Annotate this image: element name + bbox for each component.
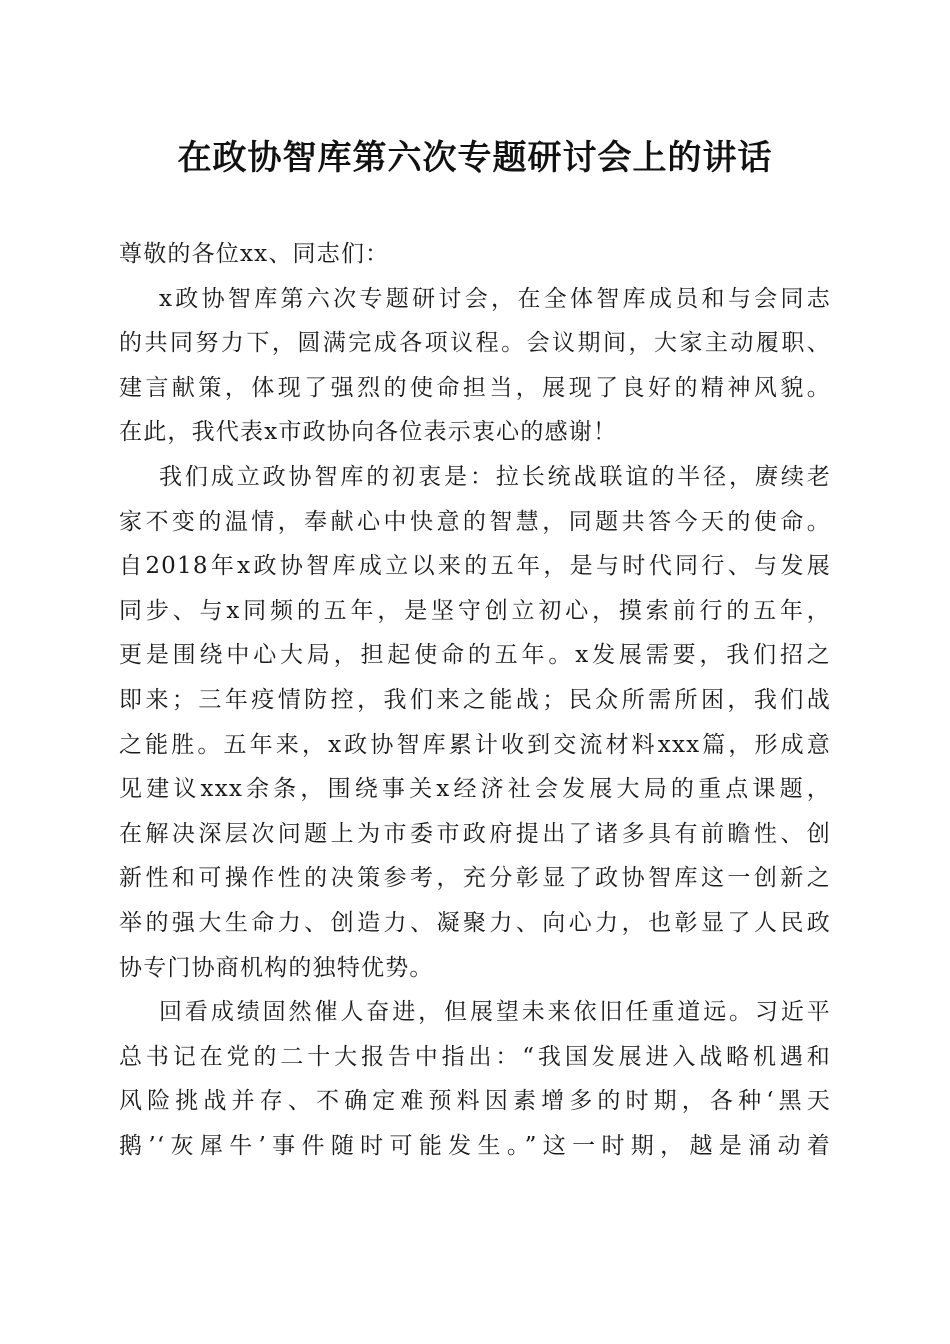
paragraph-3-line: 回看成绩固然催人奋进，但展望未来依旧任重道远。习近平 bbox=[159, 999, 831, 1026]
paragraph-1-line: x政协智库第六次专题研讨会，在全体智库成员和与会同志 bbox=[159, 285, 831, 312]
paragraph-1-line: 建言献策，体现了强烈的使命担当，展现了良好的精神风貌。 bbox=[119, 374, 831, 401]
paragraph-2-line: 同步、与x同频的五年，是坚守创立初心，摸索前行的五年， bbox=[119, 597, 831, 624]
paragraph-2-line: 即来；三年疫情防控，我们来之能战；民众所需所困，我们战 bbox=[119, 686, 831, 713]
paragraph-2-line: 我们成立政协智库的初衷是：拉长统战联谊的半径，赓续老 bbox=[159, 463, 831, 490]
salutation-line: 尊敬的各位xx、同志们： bbox=[119, 241, 390, 267]
paragraph-2-line: 协专门协商机构的独特优势。 bbox=[119, 954, 434, 981]
paragraph-3-line: 风险挑战并存、不确定难预料因素增多的时期，各种‘黑天 bbox=[119, 1088, 831, 1115]
paragraph-1-line: 的共同努力下，圆满完成各项议程。会议期间，大家主动履职、 bbox=[119, 330, 831, 357]
paragraph-3-line: 总书记在党的二十大报告中指出：“我国发展进入战略机遇和 bbox=[119, 1043, 831, 1070]
paragraph-2-line: 举的强大生命力、创造力、凝聚力、向心力，也彰显了人民政 bbox=[119, 909, 831, 936]
paragraph-2-line: 在解决深层次问题上为市委市政府提出了诸多具有前瞻性、创 bbox=[119, 820, 831, 847]
paragraph-1-line: 在此，我代表x市政协向各位表示衷心的感谢！ bbox=[119, 419, 618, 446]
document-body bbox=[119, 232, 831, 1168]
paragraph-2-line: 新性和可操作性的决策参考，充分彰显了政协智库这一创新之 bbox=[119, 865, 831, 892]
paragraph-2-line: 自2018年x政协智库成立以来的五年，是与时代同行、与发展 bbox=[119, 553, 831, 580]
paragraph-2-line: 家不变的温情，奉献心中快意的智慧，同题共答今天的使命。 bbox=[119, 508, 831, 535]
paragraph-3-line: 鹅’‘灰犀牛’事件随时可能发生。”这一时期，越是涌动着 bbox=[119, 1132, 831, 1159]
paragraph-2-line: 之能胜。五年来，x政协智库累计收到交流材料xxx篇，形成意 bbox=[119, 731, 831, 758]
paragraph-2-line: 更是围绕中心大局，担起使命的五年。x发展需要，我们招之 bbox=[119, 642, 831, 669]
paragraph-2-line: 见建议xxx余条，围绕事关x经济社会发展大局的重点课题， bbox=[119, 776, 831, 803]
document-title: 在政协智库第六次专题研讨会上的讲话 bbox=[177, 138, 773, 178]
